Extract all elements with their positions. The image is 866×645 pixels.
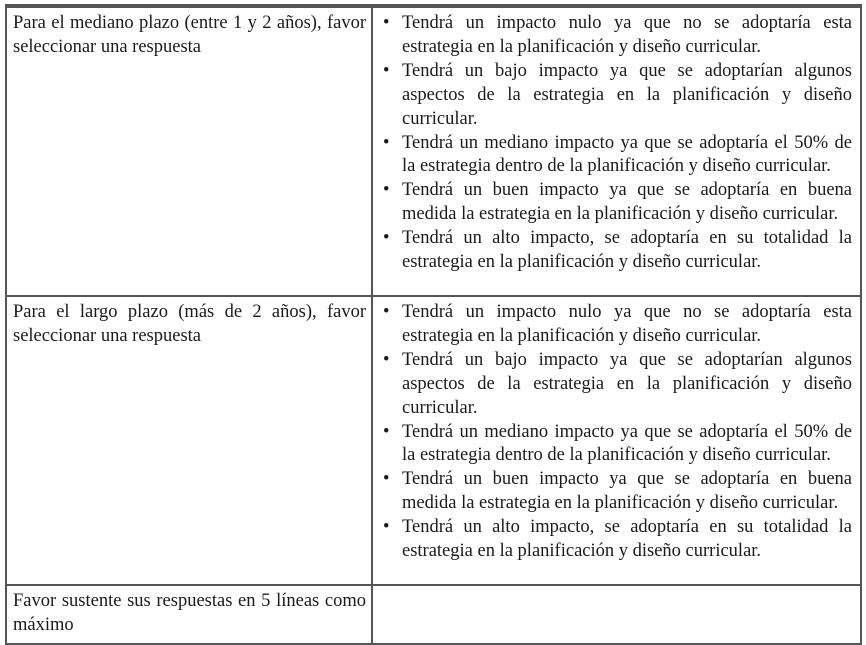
- options-list: [379, 301, 852, 564]
- option-low-impact[interactable]: • Tendrá un bajo impacto ya que se adoptarían algunos aspectos de la estrategia en la planificación y diseño curricular.: [379, 349, 852, 421]
- question-cell: Para el largo plazo (más de 2 años), favor seleccionar una respuesta: [6, 296, 372, 585]
- options-cell: [372, 7, 861, 296]
- option-high-impact[interactable]: • Tendrá un alto impacto, se adoptaría en su totalidad la estrategia en la planificación y diseño curricular.: [379, 516, 852, 564]
- table-row-long-term: [6, 296, 861, 585]
- option-high-impact[interactable]: • Tendrá un alto impacto, se adoptaría en su totalidad la estrategia en la planificación y diseño curricular.: [379, 227, 852, 275]
- option-null-impact[interactable]: • Tendrá un impacto nulo ya que no se adoptaría esta estrategia en la planificación y diseño curricular.: [379, 301, 852, 349]
- options-list: [379, 12, 852, 275]
- survey-table: [5, 4, 862, 645]
- answer-cell[interactable]: [372, 585, 861, 644]
- option-null-impact[interactable]: • Tendrá un impacto nulo ya que no se adoptaría esta estrategia en la planificación y diseño curricular.: [379, 12, 852, 60]
- question-cell: Para el mediano plazo (entre 1 y 2 años), favor seleccionar una respuesta: [6, 7, 372, 296]
- options-cell: [372, 296, 861, 585]
- table-row-justification: [6, 585, 861, 644]
- option-good-impact[interactable]: • Tendrá un buen impacto ya que se adoptaría en buena medida la estrategia en la planificación y diseño curricular.: [379, 179, 852, 227]
- option-good-impact[interactable]: • Tendrá un buen impacto ya que se adoptaría en buena medida la estrategia en la planificación y diseño curricular.: [379, 468, 852, 516]
- question-cell: Favor sustente sus respuestas en 5 líneas como máximo: [6, 585, 372, 644]
- option-low-impact[interactable]: • Tendrá un bajo impacto ya que se adoptarían algunos aspectos de la estrategia en la planificación y diseño curricular.: [379, 60, 852, 132]
- option-medium-impact[interactable]: • Tendrá un mediano impacto ya que se adoptaría el 50% de la estrategia dentro de la planificación y diseño curricular.: [379, 132, 852, 180]
- option-medium-impact[interactable]: • Tendrá un mediano impacto ya que se adoptaría el 50% de la estrategia dentro de la planificación y diseño curricular.: [379, 421, 852, 469]
- table-row-medium-term: [6, 7, 861, 296]
